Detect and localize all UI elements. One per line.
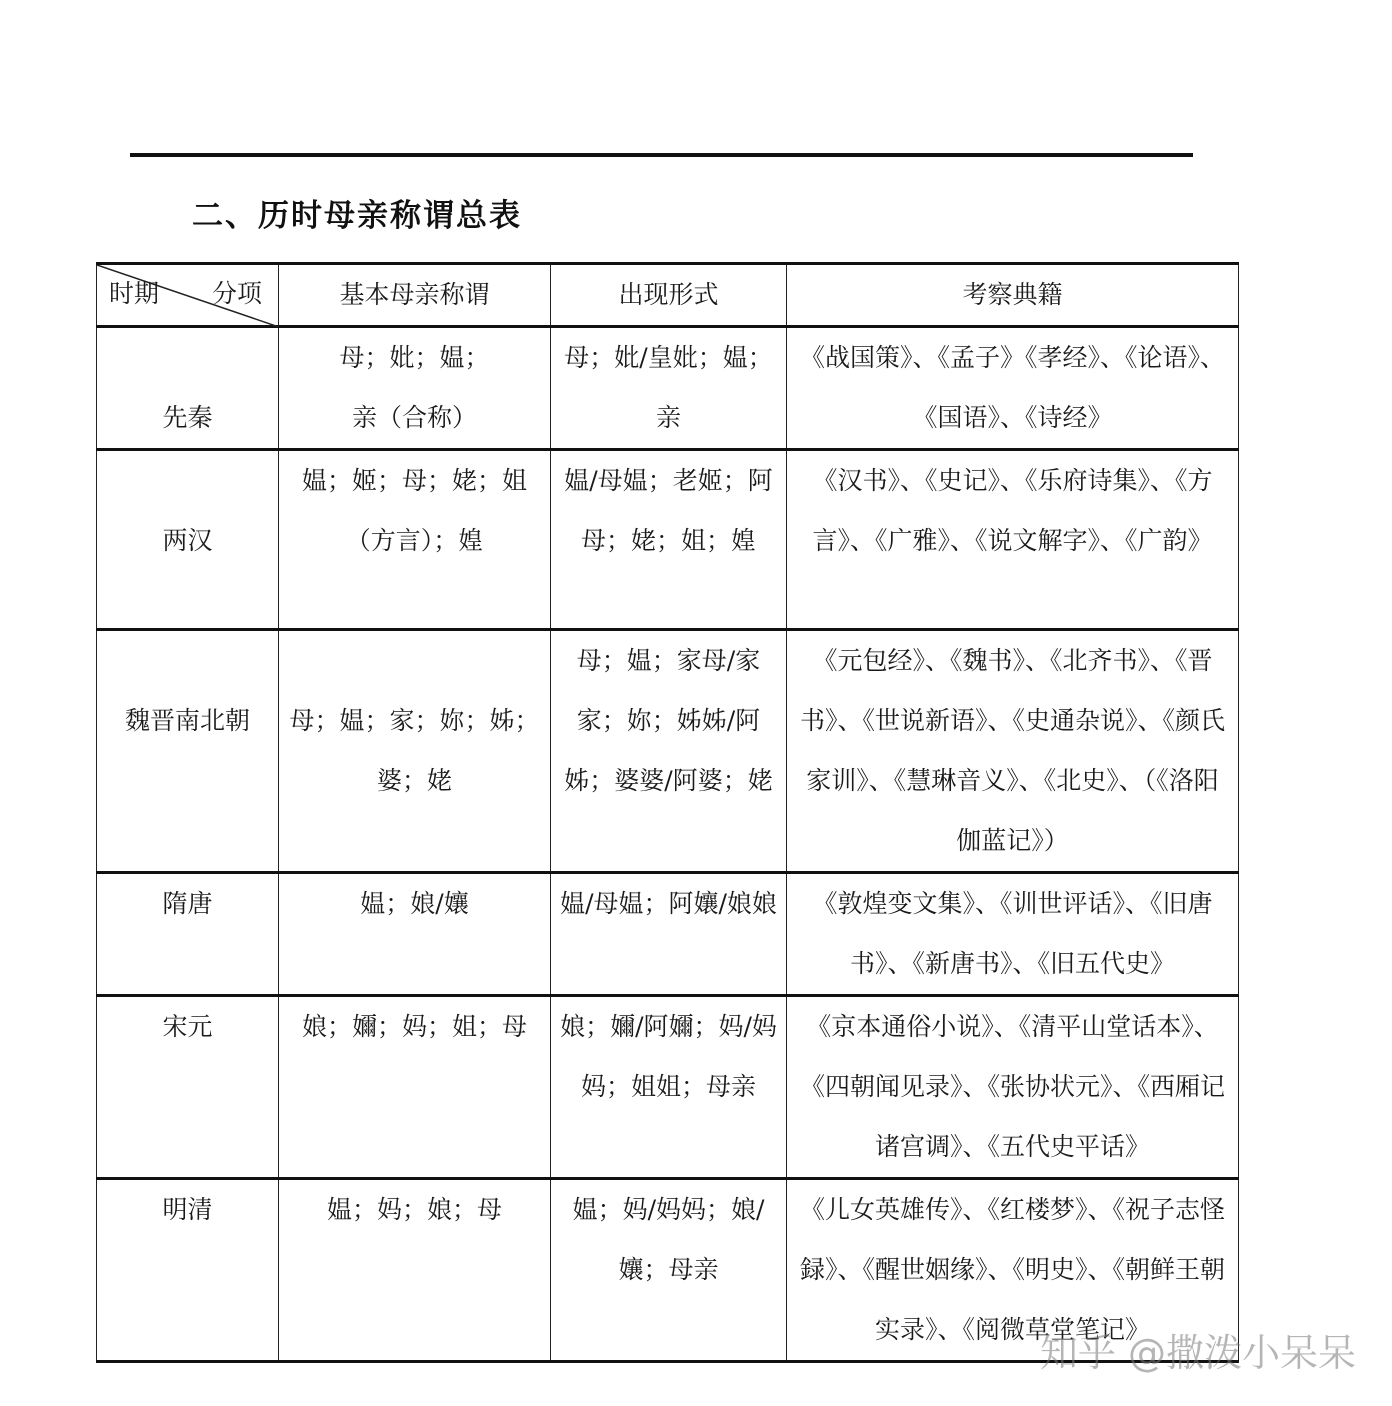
basic-terms-cell: 母；媪；家；妳；姊；婆；姥 — [279, 630, 551, 873]
basic-terms-cell: 媪；妈；娘；母 — [279, 1179, 551, 1362]
basic-terms-cell: 媪；娘/孃 — [279, 873, 551, 996]
basic-terms-cell: 娘；嬭；妈；姐；母 — [279, 996, 551, 1179]
forms-cell: 母；妣/皇妣；媪；亲 — [551, 327, 787, 450]
sources-cell: 《敦煌变文集》、《训世评话》、《旧唐书》、《新唐书》、《旧五代史》 — [787, 873, 1239, 996]
table-row — [97, 996, 1239, 1179]
period-cell: 两汉 — [97, 450, 279, 630]
period-cell: 宋元 — [97, 996, 279, 1179]
corner-label-item: 分项 — [211, 279, 262, 308]
corner-header-cell — [97, 264, 279, 327]
table-header-row — [97, 264, 1239, 327]
forms-cell: 媪；妈/妈妈；娘/孃；母亲 — [551, 1179, 787, 1362]
forms-cell: 媪/母媪；阿孃/娘娘 — [551, 873, 787, 996]
period-cell: 明清 — [97, 1179, 279, 1362]
table-row — [97, 873, 1239, 996]
top-rule — [130, 153, 1193, 157]
mother-terms-table — [96, 262, 1239, 1363]
section-title: 二、历时母亲称谓总表 — [192, 198, 522, 234]
header-basic-terms: 基本母亲称谓 — [279, 264, 551, 327]
zhihu-watermark: 知乎 @撒泼小呆呆 — [1039, 1331, 1356, 1375]
table-row — [97, 327, 1239, 450]
sources-cell: 《京本通俗小说》、《清平山堂话本》、《四朝闻见录》、《张协状元》、《西厢记诸宫调》、《五代史平话》 — [787, 996, 1239, 1179]
forms-cell: 娘；嬭/阿嬭；妈/妈妈；姐姐；母亲 — [551, 996, 787, 1179]
sources-cell: 《汉书》、《史记》、《乐府诗集》、《方言》、《广雅》、《说文解字》、《广韵》 — [787, 450, 1239, 630]
header-sources: 考察典籍 — [787, 264, 1239, 327]
period-cell: 先秦 — [97, 327, 279, 450]
forms-cell: 媪/母媪；老姬；阿母；姥；姐；媓 — [551, 450, 787, 630]
sources-cell: 《元包经》、《魏书》、《北齐书》、《晋书》、《世说新语》、《史通杂说》、《颜氏家训》、《慧琳音义》、《北史》、（《洛阳伽蓝记》） — [787, 630, 1239, 873]
header-forms: 出现形式 — [551, 264, 787, 327]
basic-terms-cell: 媪；姬；母；姥；姐（方言）；媓 — [279, 450, 551, 630]
table-row — [97, 630, 1239, 873]
basic-terms-cell: 母；妣；媪；亲（合称） — [279, 327, 551, 450]
forms-cell: 母；媪；家母/家家；妳；姊姊/阿姊；婆婆/阿婆；姥 — [551, 630, 787, 873]
sources-cell: 《战国策》、《孟子》《孝经》、《论语》、《国语》、《诗经》 — [787, 327, 1239, 450]
table-row — [97, 450, 1239, 630]
corner-label-period: 时期 — [109, 279, 160, 308]
sources-cell: 《儿女英雄传》、《红楼梦》、《祝子志怪録》、《醒世姻缘》、《明史》、《朝鲜王朝实录》、《阅微草堂笔记》 — [787, 1179, 1239, 1362]
period-cell: 隋唐 — [97, 873, 279, 996]
period-cell: 魏晋南北朝 — [97, 630, 279, 873]
